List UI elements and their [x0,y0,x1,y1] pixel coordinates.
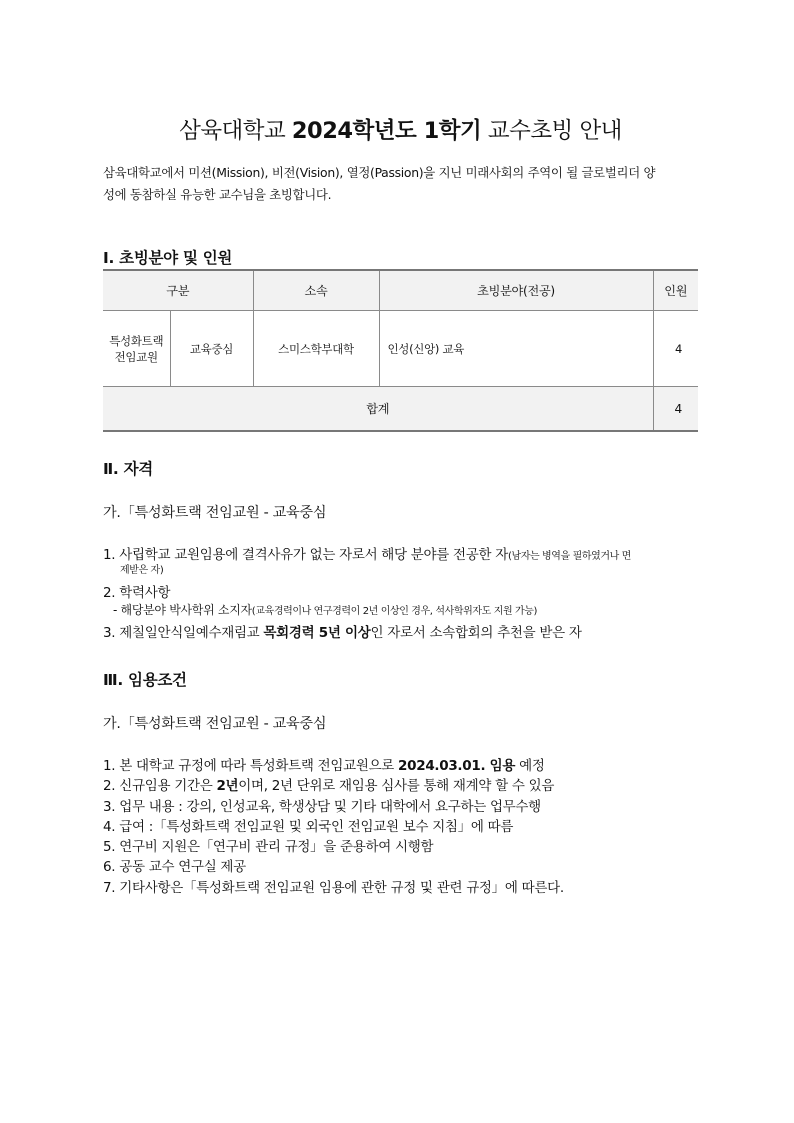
section-3-subheading: 가.「특성화트랙 전임교원 - 교육중심 [103,716,327,732]
cell-count: 4 [653,311,698,387]
list-item: 7. 기타사항은「특성화트랙 전임교원 임용에 관한 규정 및 관련 규정」에 따른다. [103,879,564,896]
cell-affiliation: 스미스학부대학 [253,311,379,387]
cell-type-line-2: 전임교원 [114,349,158,364]
section-2-heading: Ⅱ. 자격 [103,460,153,478]
total-count: 4 [653,387,698,432]
condition-1-post: 예정 [515,758,545,774]
condition-2-post: 이며, 2년 단위로 재임용 심사를 통해 재계약 할 수 있음 [238,778,555,795]
qualification-1-note: (남자는 병역을 필하였거나 면 [507,551,631,562]
section-3-heading: Ⅲ. 임용조건 [103,671,187,689]
list-item [103,754,698,774]
qualification-3-post: 인 자로서 소속합회의 추천을 받은 자 [370,625,582,641]
list-item: 4. 급여 :「특성화트랙 전임교원 및 외국인 전임교원 보수 지침」에 따름 [103,818,514,835]
header-field: 초빙분야(전공) [379,270,653,311]
list-item: 2. 학력사항 [103,585,171,601]
qualification-2-sub-text: - 해당분야 박사학위 소지자 [113,603,252,617]
section-2-subheading: 가.「특성화트랙 전임교원 - 교육중심 [103,505,327,521]
conditions-list [103,754,698,896]
cell-field: 인성(신앙) 교육 [379,311,653,387]
intro-line-1: 삼육대학교에서 미션(Mission), 비전(Vision), 열정(Passion)을 지닌 미래사회의 주역이 될 글로벌리더 양 [103,165,656,180]
list-item: 3. 업무 내용 : 강의, 인성교육, 학생상담 및 기타 대학에서 요구하는 업무수행 [103,798,541,815]
condition-2-pre: 2. 신규임용 기간은 [103,778,217,795]
section-1-heading: Ⅰ. 초빙분야 및 인원 [103,249,233,267]
qualification-3-bold: 목회경력 5년 이상 [263,625,371,641]
qualification-1-text: 1. 사립학교 교원임용에 결격사유가 없는 자로서 해당 분야를 전공한 자 [103,547,508,563]
header-category: 구분 [103,270,253,311]
intro-line-2: 성에 동참하실 유능한 교수님을 초빙합니다. [103,187,332,202]
table-total-row [103,387,698,432]
cell-type [103,311,170,387]
list-item: 5. 연구비 지원은「연구비 관리 규정」을 준용하여 시행함 [103,839,434,856]
header-affiliation: 소속 [253,270,379,311]
recruitment-table [103,269,698,432]
list-subitem [103,601,698,621]
qualification-3-pre: 3. 제칠일안식일예수재림교 [103,625,264,641]
title-part-1: 삼육대학교 [179,118,292,144]
title-part-3: 교수초빙 안내 [481,118,622,144]
condition-2-bold: 2년 [216,778,239,795]
page-title [103,113,698,145]
list-item [103,543,698,563]
table-row [103,311,698,387]
total-label: 합계 [103,387,653,432]
header-count: 인원 [653,270,698,311]
qualification-list [103,543,698,641]
qualification-2-sub-note: (교육경력이나 연구경력이 2년 이상인 경우, 석사학위자도 지원 가능) [251,606,538,617]
list-item [103,774,698,794]
title-part-2: 2024학년도 1학기 [291,118,482,144]
list-item [103,621,698,641]
cell-subtype: 교육중심 [170,311,253,387]
list-item-continuation: 제받은 자) [120,565,164,576]
condition-1-pre: 1. 본 대학교 규정에 따라 특성화트랙 전임교원으로 [103,758,399,774]
condition-1-bold: 2024.03.01. 임용 [398,758,516,774]
intro-paragraph [103,162,698,206]
list-item: 6. 공동 교수 연구실 제공 [103,859,246,876]
table-header-row [103,270,698,311]
cell-type-line-1: 특성화트랙 [109,333,164,348]
